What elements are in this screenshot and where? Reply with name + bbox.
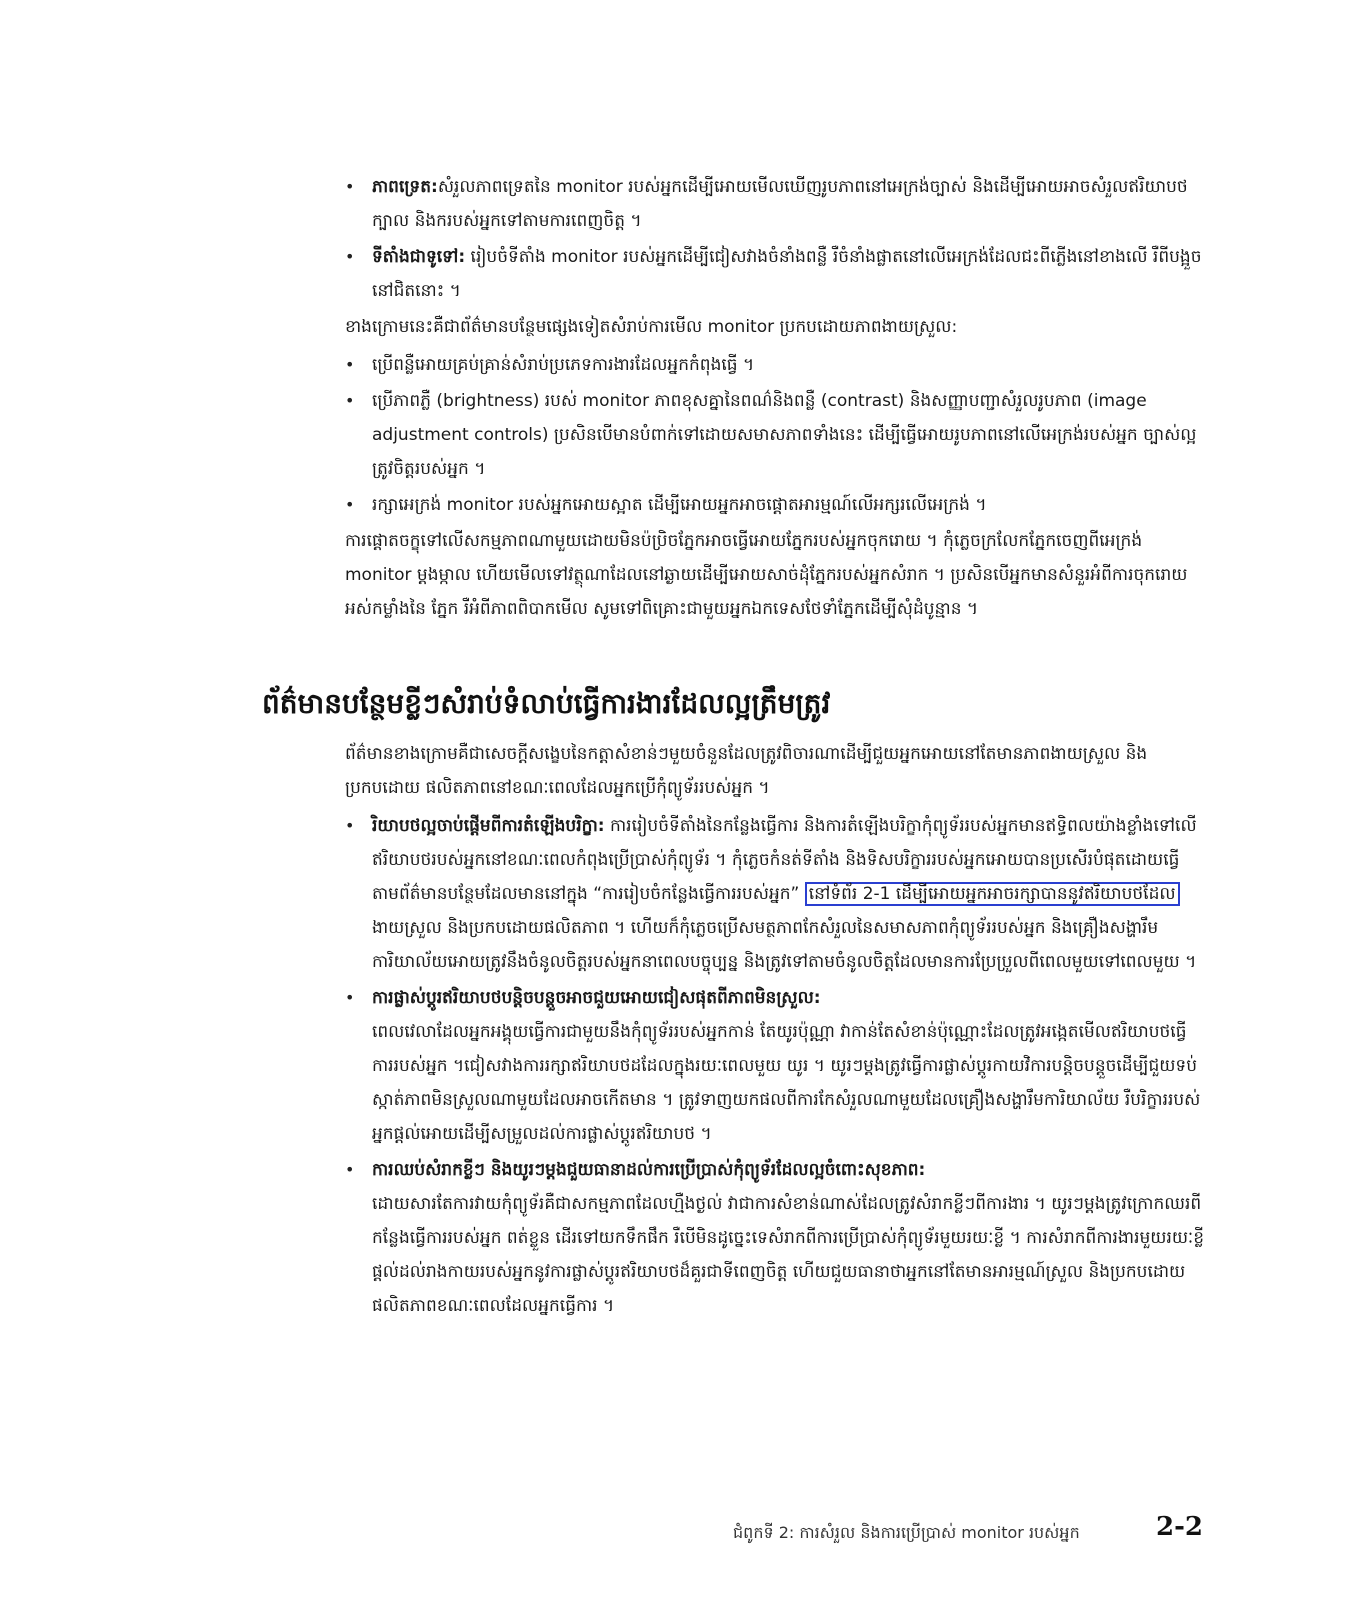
list-item — [345, 1153, 1205, 1323]
list-item: • រក្សាអេក្រង់ monitor របស់អ្នកអោយស្អាត ដើម្បីអោយអ្នកអាចផ្តោតអារម្មណ៍លើអក្សរលើអេក្រង់ ។ — [345, 488, 1205, 522]
page-number: 2-2 — [1156, 1512, 1203, 1542]
chapter-title: ជំពូកទី 2: ការសំរួល និងការប្រើប្រាស់ monitor របស់អ្នក — [733, 1523, 1080, 1542]
intro-paragraph: ខាងក្រោមនេះគឺជាព័ត៌មានបន្ថែមផ្សេងទៀតសំរាប់ការមើល monitor ប្រកបដោយភាពងាយស្រួល: — [345, 317, 958, 337]
closing-paragraph: ការផ្តោតចក្ខុទៅលើសកម្មភាពណាមួយដោយមិនប៉ប្រិចភ្នែកអាចធ្វើអោយភ្នែករបស់អ្នកចុករោយ ។ កុំភ្លេចក្រលែកភ្នែកចេញពីអេក្រង់ monitor ម្តងម្កាល ហើយមើលទៅវត្ថុណាដែលនៅឆ្ងាយដើម្បីអោយសាច់ដុំភ្នែករបស់អ្នកសំរាក ។ ប្រសិនបើអ្នកមានសំនួរអំពីការចុករោយអស់កម្លាំងនៃ ភ្នែក រឺអំពីភាពពិបាកមើល សូមទៅពិគ្រោះជាមួយអ្នកឯកទេសថែទាំភ្នែកដើម្បីសុំដំបូន្មាន ។ — [345, 531, 1188, 619]
list-item — [345, 170, 1205, 238]
intro-paragraph: ព័ត៌មានខាងក្រោមគឺជាសេចក្តីសង្ខេបនៃកត្តាសំខាន់ៗមួយចំនួនដែលត្រូវពិចារណាដើម្បីជួយអ្នកអោយនៅតែមានភាពងាយស្រួល និងប្រកបដោយ ផលិតភាពនៅខណៈពេលដែលអ្នកប្រើកុំព្យូទ័ររបស់អ្នក ។ — [345, 744, 1148, 798]
page-footer — [733, 1512, 1203, 1552]
bullet-list-adjust — [345, 170, 1205, 308]
bullet-title: ភាពទ្រេត: — [372, 177, 438, 197]
list-item: • ប្រើភាពភ្លឺ (brightness) របស់ monitor ភាពខុសគ្នានៃពណ៌និងពន្លឺ (contrast) និងសញ្ញាបញ្ជាសំរួលរូបភាព (image adjustment controls) ប្រសិនបើមានបំពាក់ទៅដោយសមាសភាពទាំងនេះ ដើម្បីធ្វើអោយរូបភាពនៅលើអេក្រង់របស់អ្នក ច្បាស់ល្អត្រូវចិត្តរបស់អ្នក ។ — [345, 384, 1205, 486]
bullet-list-viewing — [345, 348, 1205, 522]
bullet-title: ការផ្លាស់ប្តូរឥរិយាបថបន្តិចបន្តួចអាចជួយអោយជៀសផុតពីភាពមិនស្រួល: — [372, 988, 821, 1008]
bullet-text: ការរៀបចំទីតាំងនៃកន្លែងធ្វើការ និងការតំឡើងបរិក្ខាកុំព្យូទ័ររបស់អ្នកមានឥទ្ធិពលយ៉ាងខ្លាំងទៅលើឥរិយាបថរបស់អ្នកនៅខណៈពេលកំពុងប្រើប្រាស់កុំព្យូទ័រ ។ កុំភ្លេចកំនត់ទីតាំង និងទិសបរិក្ខាររបស់អ្នកអោយបានប្រសើរបំផុតដោយធ្វើតាមព័ត៌មានបន្ថែមដែលមាននៅក្នុង “ការរៀបចំកន្លែងធ្វើការរបស់អ្នក” — [372, 816, 1197, 904]
section-work-habits — [345, 735, 1205, 1325]
bullet-text: សំរួលភាពទ្រេតនៃ monitor របស់អ្នកដើម្បីអោយមើលឃើញរូបភាពនៅអេក្រង់ច្បាស់ និងដើម្បីអោយអាចសំរួលឥរិយាបថ ក្បាល និងករបស់អ្នកទៅតាមការពេញចិត្ត ។ — [372, 177, 1188, 231]
bullet-list-habits — [345, 809, 1205, 1323]
bullet-title: ការឈប់សំរាកខ្លីៗ និងយូរៗម្តងជួយធានាដល់ការប្រើប្រាស់កុំព្យូទ័រដែលល្អចំពោះសុខភាព: — [372, 1160, 926, 1180]
list-item — [345, 981, 1205, 1151]
section-monitor-tips — [345, 170, 1205, 630]
bullet-title: រិយាបថល្អចាប់ផ្តើមពីការតំឡើងបរិក្ខា: — [372, 816, 605, 836]
bullet-title: ទីតាំងជាទូទៅ: — [372, 247, 466, 267]
list-item — [345, 240, 1205, 308]
list-item: • ប្រើពន្លឺអោយគ្រប់គ្រាន់សំរាប់ប្រភេទការងារដែលអ្នកកំពុងធ្វើ ។ — [345, 348, 1205, 382]
cross-reference-link[interactable]: នៅទំព័រ 2-1 ដើម្បីអោយអ្នកអាចរក្សាបាននូវឥរិយាបថដែល — [805, 882, 1180, 906]
section-heading: ព័ត៌មានបន្ថែមខ្លីៗសំរាប់ទំលាប់ធ្វើការងារដែលល្អត្រឹមត្រូវ — [262, 687, 831, 720]
bullet-text: ពេលវេលាដែលអ្នកអង្គុយធ្វើការជាមួយនឹងកុំព្យូទ័ររបស់អ្នកកាន់ តែយូរប៉ុណ្ណា វាកាន់តែសំខាន់ប៉ុណ្ណោះដែលត្រូវអង្កេតមើលឥរិយាបថធ្វើការរបស់អ្នក ។ជៀសវាងការរក្សាឥរិយាបថដដែលក្នុងរយៈពេលមួយ យូរ ។ យូរៗម្តងត្រូវធ្វើការផ្លាស់ប្តូរកាយវិការបន្តិចបន្តួចដើម្បីជួយទប់ស្កាត់ភាពមិនស្រួលណាមួយដែលអាចកើតមាន ។ ត្រូវទាញយកផលពីការកែសំរួលណាមួយដែលគ្រឿងសង្ហារឹមការិយាល័យ រឺបរិក្ខាររបស់អ្នកផ្តល់អោយដើម្បីសម្រួលដល់ការផ្លាស់ប្តូរឥរិយាបថ ។ — [372, 1022, 1201, 1144]
bullet-text: ដោយសារតែការវាយកុំព្យូទ័រគឺជាសកម្មភាពដែលហ្មឺងថ្ងល់ វាជាការសំខាន់ណាស់ដែលត្រូវសំរាកខ្លីៗពីការងារ ។ យូរៗម្តងត្រូវក្រោកឈរពីកន្លែងធ្វើការរបស់អ្នក ពត់ខ្លួន ដើរទៅយកទឹកផឹក រឺបើមិនដូច្នេះទេសំរាកពីការប្រើប្រាស់កុំព្យូទ័រមួយរយៈខ្លី ។ ការសំរាកពីការងារមួយរយៈខ្លីផ្តល់ដល់រាងកាយរបស់អ្នកនូវការផ្លាស់ប្តូរឥរិយាបថដ៏គួរជាទីពេញចិត្ត ហើយជួយធានាថាអ្នកនៅតែមានអារម្មណ៍ស្រួល និងប្រកបដោយផលិតភាពខណៈពេលដែលអ្នកធ្វើការ ។ — [372, 1194, 1205, 1316]
bullet-text: រៀបចំទីតាំង monitor របស់អ្នកដើម្បីជៀសវាងចំនាំងពន្លឺ រឺចំនាំងផ្លាតនៅលើអេក្រង់ដែលជះពីភ្លើងនៅខាងលើ រឺពីបង្អួច នៅជិតនោះ ។ — [372, 247, 1202, 301]
bullet-text: ងាយស្រួល និងប្រកបដោយផលិតភាព ។ ហើយក៏កុំភ្លេចប្រើសមត្ថភាពកែសំរួលនៃសមាសភាពកុំព្យូទ័ររបស់អ្នក និងគ្រឿងសង្ហារឹមការិយាល័យអោយត្រូវនឹងចំនូលចិត្តរបស់អ្នកនាពេលបច្ចុប្បន្ន និងត្រូវទៅតាមចំនូលចិត្តដែលមានការប្រែប្រួលពីពេលមួយទៅពេលមួយ ។ — [372, 918, 1197, 972]
list-item — [345, 809, 1205, 979]
